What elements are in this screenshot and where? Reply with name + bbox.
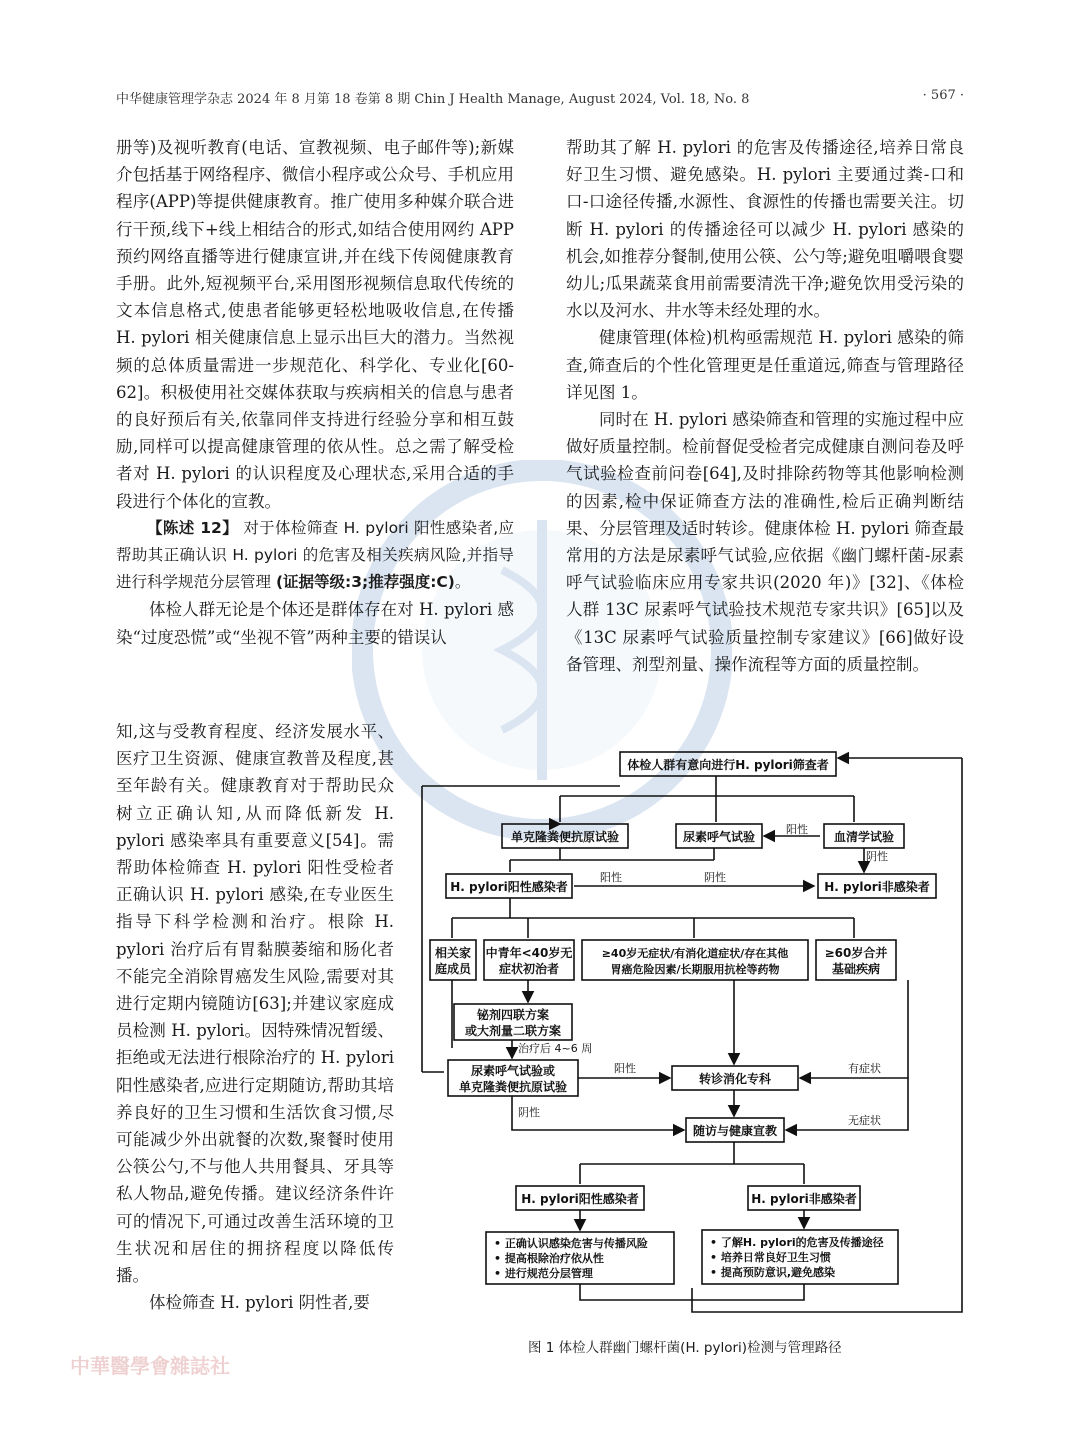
edge-label-positive-2: 阳性: [600, 871, 622, 884]
left-paragraph-2-rest: 知,这与受教育程度、经济发展水平、医疗卫生资源、健康宣教普及程度,甚至年龄有关。健康教育对于帮助民众树立正确认知,从而降低新发 H. pylori 感染率具有重要意义[54]。需帮助体检筛查 H. pylori 阳性受检者正确认识 H. pylori 感染,在专业医生指导下科学检测和治疗。根除 H. pylori 治疗后有胃黏膜萎缩和肠化者不能完全消除胃癌发生风险,需要对其进行定期内镜随访[63];并建议家庭成员检测 H. pylori。因特殊情况暂缓、拒绝或无法进行根除治疗的 H. pylori 阳性感染者,应进行定期随访,帮助其培养良好的卫生习惯和生活饮食习惯,尽可能减少外出就餐的次数,聚餐时使用公筷公勺,不与他人共用餐具、牙具等私人物品,避免传播。建议经济条件许可的情况下,可通过改善生活环境的卫生状况和居住的拥挤程度以降低传播。: [116, 722, 394, 1286]
right-paragraph-3: 同时在 H. pylori 感染筛查和管理的实施过程中应做好质量控制。检前督促受检者完成健康自测问卷及呼气试验检查前问卷[64],及时排除药物等其他影响检测的因素,检中保证筛查方法的准确性,检后正确判断结果、分层管理及适时转诊。健康体检 H. pylori 筛查最常用的方法是尿素呼气试验,应依据《幽门螺杆菌-尿素呼气试验临床应用专家共识(2020 年)》[32]、《体检人群 13C 尿素呼气试验技术规范专家共识》[65]以及《13C 尿素呼气试验质量控制专家建议》[66]做好设备管理、剂型剂量、操作流程等方面的质量控制。: [566, 410, 964, 674]
statement-text: 对于体检筛查 H. pylori 阳性感染者,应帮助其正确认识 H. pylori 的危害及相关疾病风险,并指导进行科学规范分层管理: [116, 518, 515, 592]
journal-citation: 中华健康管理学杂志 2024 年 8 月第 18 卷第 8 期 Chin J Health Manage, August 2024, Vol. 18, No. 8: [116, 92, 750, 107]
right-column: [566, 134, 964, 678]
statement-12: [116, 515, 514, 597]
pos-advice-1: • 正确认识感染危害与传播风险: [494, 1237, 648, 1250]
label-regimen-1: 铋剂四联方案: [476, 1008, 550, 1022]
label-final-negative: H. pylori非感染者: [751, 1192, 857, 1206]
right-paragraph-2: 健康管理(体检)机构亟需规范 H. pylori 感染的筛查,筛查后的个性化管理更是任重道远,筛查与管理路径详见图 1。: [566, 328, 964, 402]
label-screening-intent: 体检人群有意向进行H. pylori筛查者: [627, 758, 829, 772]
neg-advice-2: • 培养日常良好卫生习惯: [710, 1251, 831, 1264]
running-header: [116, 88, 964, 107]
label-positive: H. pylori阳性感染者: [450, 880, 568, 894]
page-number: · 567 ·: [922, 88, 964, 103]
label-final-positive: H. pylori阳性感染者: [521, 1192, 639, 1206]
label-breath-test: 尿素呼气试验: [682, 830, 756, 844]
label-retest-1: 尿素呼气试验或: [470, 1064, 556, 1078]
label-elderly-1: ≥60岁合并: [824, 946, 888, 960]
label-young-2: 症状初治者: [498, 962, 560, 976]
label-family-2: 庭成员: [434, 962, 472, 976]
left-column-narrow: [116, 718, 394, 1316]
left-column: [116, 134, 514, 651]
label-stool-antigen: 单克隆粪便抗原试验: [510, 830, 620, 844]
edge-label-negative-3: 阴性: [518, 1106, 540, 1119]
publisher-logo: [70, 1350, 490, 1390]
label-regimen-2: 或大剂量二联方案: [464, 1024, 562, 1038]
label-followup: 随访与健康宣教: [692, 1124, 778, 1138]
pos-advice-2: • 提高根除治疗依从性: [494, 1252, 604, 1265]
label-risk-2: 胃癌危险因素/长期服用抗栓等药物: [610, 963, 780, 976]
edge-label-symptom: 有症状: [848, 1062, 881, 1075]
label-negative: H. pylori非感染者: [824, 880, 930, 894]
edge-label-positive-3: 阳性: [614, 1062, 636, 1075]
neg-advice-1: • 了解H. pylori的危害及传播途径: [710, 1236, 884, 1249]
edge-label-after-treat: 治疗后 4~6 周: [518, 1042, 593, 1055]
statement-label: 【陈述 12】: [147, 518, 239, 537]
flowchart-svg: [414, 748, 974, 1328]
edge-label-negative-1: 阴性: [866, 850, 888, 863]
edge-label-no-symptom: 无症状: [848, 1114, 881, 1127]
neg-advice-3: • 提高预防意识,避免感染: [710, 1266, 836, 1279]
publisher-name: 中華醫學會雜誌社: [70, 1354, 230, 1378]
label-risk-1: ≥40岁无症状/有消化道症状/存在其他: [601, 947, 789, 960]
figure-1-flowchart: [414, 748, 974, 1328]
label-retest-2: 单克隆粪便抗原试验: [458, 1080, 568, 1094]
left-paragraph-3: 体检筛查 H. pylori 阴性者,要: [149, 1293, 370, 1313]
label-young-1: 中青年<40岁无: [485, 946, 573, 960]
statement-end: 。: [454, 573, 471, 592]
label-family-1: 相关家: [434, 946, 472, 960]
pos-advice-3: • 进行规范分层管理: [494, 1267, 593, 1280]
figure-caption: 图 1 体检人群幽门螺杆菌(H. pylori)检测与管理路径: [528, 1340, 842, 1356]
right-paragraph-1: 帮助其了解 H. pylori 的危害及传播途径,培养日常良好卫生习惯、避免感染。H. pylori 主要通过粪-口和口-口途径传播,水源性、食源性的传播也需要关注。切断 H. pylori 的传播途径可以减少 H. pylori 感染的机会,如推荐分餐制,使用公筷、公勺等;避免咀嚼喂食婴幼儿;瓜果蔬菜食用前需要清洗干净;避免饮用受污染的水以及河水、井水等未经处理的水。: [566, 138, 964, 321]
label-serology: 血清学试验: [833, 830, 895, 844]
label-elderly-2: 基础疾病: [831, 962, 881, 976]
statement-grade: (证据等级:3;推荐强度:C): [275, 573, 455, 592]
edge-label-positive-1: 阳性: [786, 823, 808, 836]
label-referral: 转诊消化专科: [698, 1072, 772, 1086]
edge-label-negative-2: 阴性: [704, 871, 726, 884]
left-paragraph-2-start: 体检人群无论是个体还是群体存在对 H. pylori 感染“过度恐慌”或“坐视不管”两种主要的错误认: [116, 600, 514, 647]
left-paragraph-1: 册等)及视听教育(电话、宣教视频、电子邮件等);新媒介包括基于网络程序、微信小程序或公众号、手机应用程序(APP)等提供健康教育。推广使用多种媒介联合进行干预,线下+线上相结合的形式,如结合使用网约 APP 预约网络直播等进行健康宣讲,并在线下传阅健康教育手册。此外,短视频平台,采用图形视频信息取代传统的文本信息格式,使患者能够更轻松地吸收信息,在传播 H. pylori 相关健康信息上显示出巨大的潜力。当然视频的总体质量需进一步规范化、科学化、专业化[60-62]。积极使用社交媒体获取与疾病相关的信息与患者的良好预后有关,依靠同伴支持进行经验分享和相互鼓励,同样可以提高健康管理的依从性。总之需了解受检者对 H. pylori 的认识程度及心理状态,采用合适的手段进行个体化的宣教。: [116, 138, 514, 511]
